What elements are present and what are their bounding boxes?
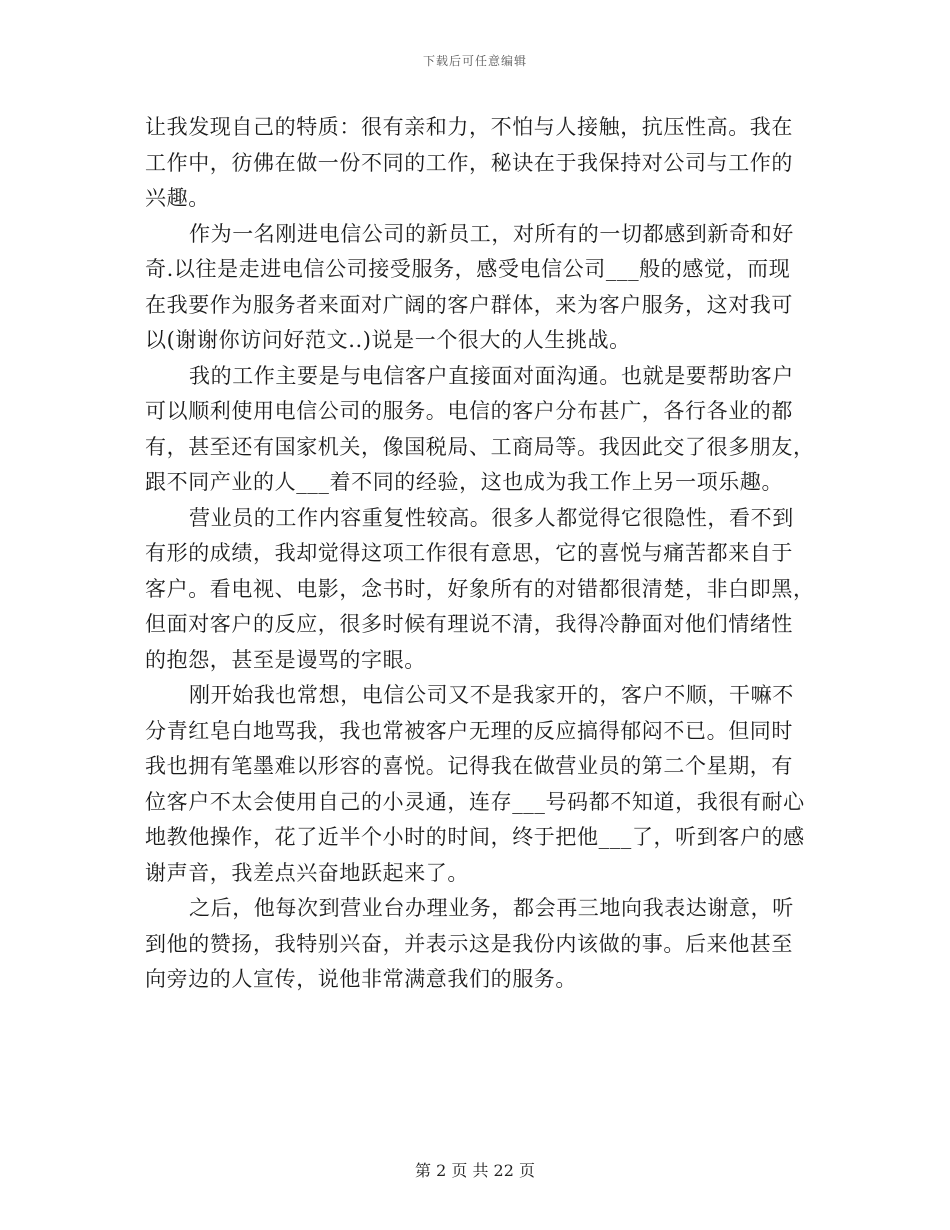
paragraph-line: 我的工作主要是与电信客户直接面对面沟通。也就是要帮助客户 — [189, 363, 794, 388]
paragraph-6 — [145, 891, 805, 998]
paragraph-line: 可以顺利使用电信公司的服务。电信的客户分布甚广，各行各业的都 — [145, 399, 793, 423]
paragraph-line: 的抱怨，甚至是谩骂的字眼。 — [145, 647, 426, 672]
paragraph-line: 以(谢谢你访问好范文..)说是一个很大的人生挑战。 — [145, 328, 631, 352]
paragraph-line: 有形的成绩，我却觉得这项工作很有意思，它的喜悦与痛苦都来自于 — [145, 541, 793, 565]
paragraph-line: 到他的赞扬，我特别兴奋，并表示这是我份内该做的事。后来他甚至 — [145, 931, 793, 956]
paragraph-line: 跟不同产业的人___着不同的经验，这也成为我工作上另一项乐趣。 — [145, 470, 784, 494]
paragraph-line: 作为一名刚进电信公司的新员工，对所有的一切都感到新奇和好 — [189, 221, 794, 246]
paragraph-1 — [145, 110, 805, 217]
document-body — [145, 110, 815, 998]
paragraph-line: 地教他操作，花了近半个小时的时间，终于把他___了，听到客户的感 — [145, 825, 805, 849]
paragraph-line: 我也拥有笔墨难以形容的喜悦。记得我在做营业员的第二个星期，有 — [145, 754, 793, 778]
paragraph-line: 奇.以往是走进电信公司接受服务，感受电信公司___般的感觉，而现 — [145, 257, 791, 281]
paragraph-line: 兴趣。 — [145, 186, 210, 210]
page-number-footer: 第 2 页 共 22 页 — [415, 1161, 535, 1180]
paragraph-line: 在我要作为服务者来面对广阔的客户群体，来为客户服务，这对我可 — [145, 292, 793, 317]
paragraph-line: 有，甚至还有国家机关，像国税局、工商局等。我因此交了很多朋友， — [145, 434, 815, 459]
paragraph-3 — [145, 359, 815, 501]
paragraph-line: 客户。看电视、电影，念书时，好象所有的对错都很清楚，非白即黑， — [145, 576, 815, 601]
page-header: 下载后可任意编辑 — [422, 54, 527, 68]
paragraph-line: 让我发现自己的特质：很有亲和力，不怕与人接触，抗压性高。我在 — [145, 115, 793, 139]
paragraph-line: 向旁边的人宣传，说他非常满意我们的服务。 — [145, 967, 577, 991]
paragraph-2 — [145, 217, 805, 359]
paragraph-line: 分青红皂白地骂我，我也常被客户无理的反应搞得郁闷不已。但同时 — [145, 718, 793, 743]
paragraph-5 — [145, 678, 805, 891]
paragraph-line: 但面对客户的反应，很多时候有理说不清，我得冷静面对他们情绪性 — [145, 612, 793, 636]
paragraph-line: 之后，他每次到营业台办理业务，都会再三地向我表达谢意，听 — [189, 896, 794, 920]
paragraph-line: 位客户不太会使用自己的小灵通，连存___号码都不知道，我很有耐心 — [145, 789, 805, 814]
paragraph-line: 工作中，彷佛在做一份不同的工作，秘诀在于我保持对公司与工作的 — [145, 150, 793, 175]
paragraph-4 — [145, 501, 815, 679]
paragraph-line: 营业员的工作内容重复性较高。很多人都觉得它很隐性，看不到 — [189, 505, 794, 530]
paragraph-line: 谢声音，我差点兴奋地跃起来了。 — [145, 860, 469, 885]
paragraph-line: 刚开始我也常想，电信公司又不是我家开的，客户不顺，干嘛不 — [189, 683, 794, 707]
